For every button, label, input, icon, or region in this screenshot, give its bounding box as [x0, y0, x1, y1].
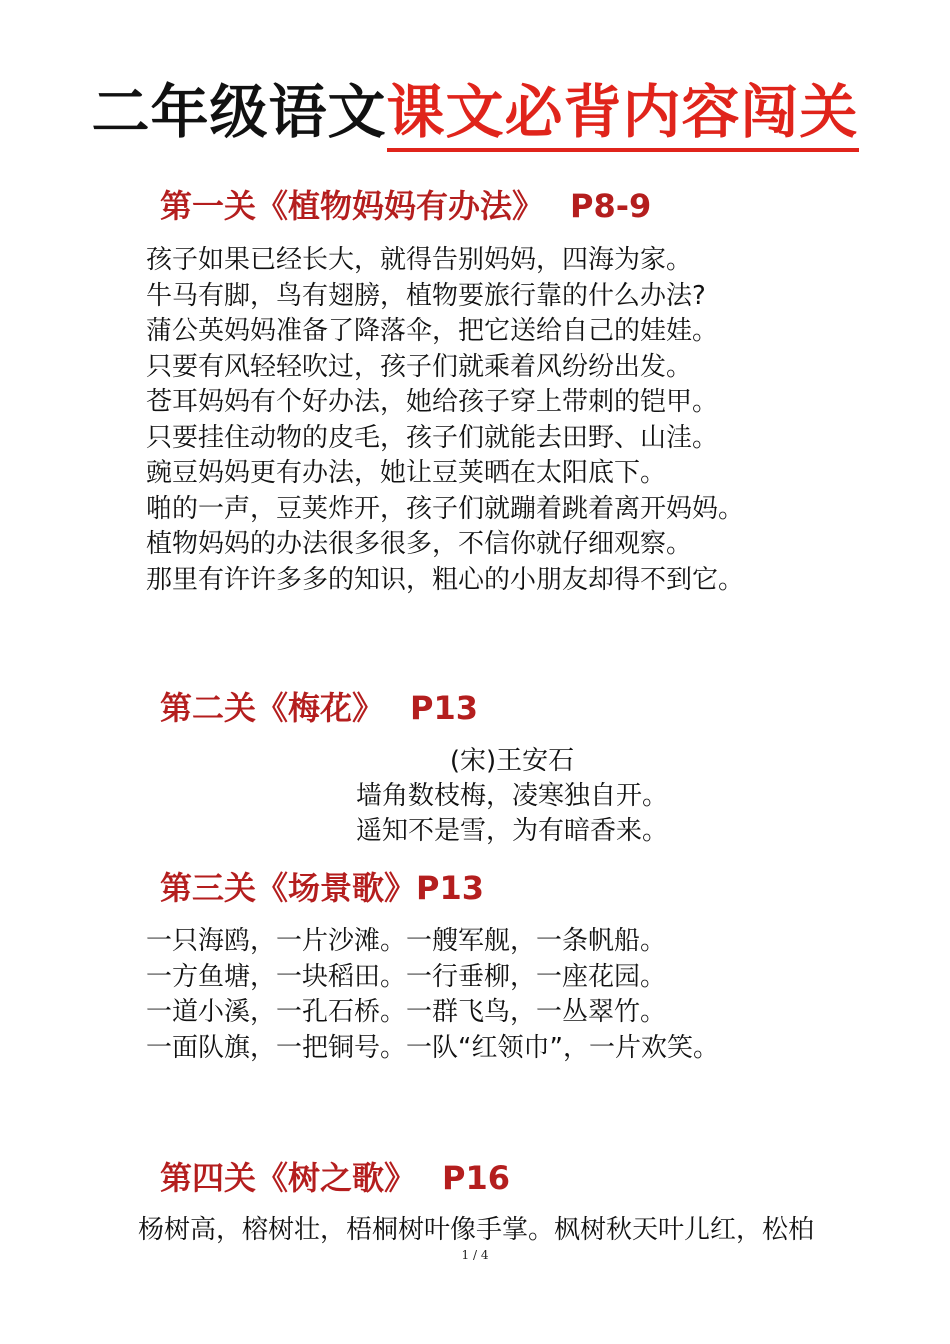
section-3-title: 第三关《场景歌》 [160, 869, 417, 907]
section-4-page: P16 [442, 1159, 510, 1197]
text-line: 一道小溪，一孔石桥。一群飞鸟，一丛翠竹。 [146, 997, 667, 1027]
section-2-title: 第二关《梅花》 [160, 689, 385, 727]
title-part-red-underlined: 课文必背内容闯关 [387, 78, 859, 152]
text-line: 只要挂住动物的皮毛，孩子们就能去田野、山洼。 [146, 422, 719, 453]
section-1-page: P8-9 [570, 187, 652, 225]
section-4-text [138, 1213, 814, 1249]
poem-line: 遥知不是雪，为有暗香来。 [355, 816, 668, 846]
section-3-heading [160, 868, 484, 908]
section-3-page: P13 [416, 869, 484, 907]
text-line: 蒲公英妈妈准备了降落伞，把它送给自己的娃娃。 [146, 316, 719, 346]
text-line: 杨树高，榕树壮，梧桐树叶像手掌。枫树秋天叶儿红，松柏 [138, 1215, 815, 1245]
section-3-text [146, 924, 719, 1066]
text-line: 只要有风轻轻吹过，孩子们就乘着风纷纷出发。 [146, 351, 693, 382]
poem-line: 墙角数枝梅，凌寒独自开。 [355, 781, 668, 811]
section-2-page: P13 [410, 689, 478, 727]
poem-author: (宋)王安石 [449, 746, 575, 776]
text-line: 一面队旗，一把铜号。一队“红领巾”，一片欢笑。 [146, 1032, 719, 1063]
section-1-heading [160, 186, 651, 226]
text-line: 那里有许许多多的知识，粗心的小朋友却得不到它。 [146, 564, 745, 595]
section-4-title: 第四关《树之歌》 [160, 1159, 417, 1197]
text-line: 牛马有脚，鸟有翅膀，植物要旅行靠的什么办法? [146, 280, 706, 311]
text-line: 植物妈妈的办法很多很多，不信你就仔细观察。 [146, 529, 693, 559]
section-2-heading [160, 688, 478, 728]
section-1-title: 第一关《植物妈妈有办法》 [160, 187, 545, 225]
text-line: 啪的一声，豆荚炸开，孩子们就蹦着跳着离开妈妈。 [146, 493, 745, 524]
text-line: 孩子如果已经长大，就得告别妈妈，四海为家。 [146, 245, 693, 275]
text-line: 苍耳妈妈有个好办法，她给孩子穿上带刺的铠甲。 [146, 387, 719, 417]
section-1-text [146, 243, 744, 598]
section-4-heading [160, 1158, 510, 1198]
section-2-poem [0, 744, 950, 849]
text-line: 一方鱼塘，一块稻田。一行垂柳，一座花园。 [146, 961, 667, 992]
page-number: 1 / 4 [461, 1248, 489, 1262]
text-line: 一只海鸥，一片沙滩。一艘军舰，一条帆船。 [146, 926, 667, 956]
document-title [0, 78, 950, 146]
text-line: 豌豆妈妈更有办法，她让豆荚晒在太阳底下。 [146, 458, 667, 488]
title-part-black: 二年级语文 [91, 78, 387, 146]
